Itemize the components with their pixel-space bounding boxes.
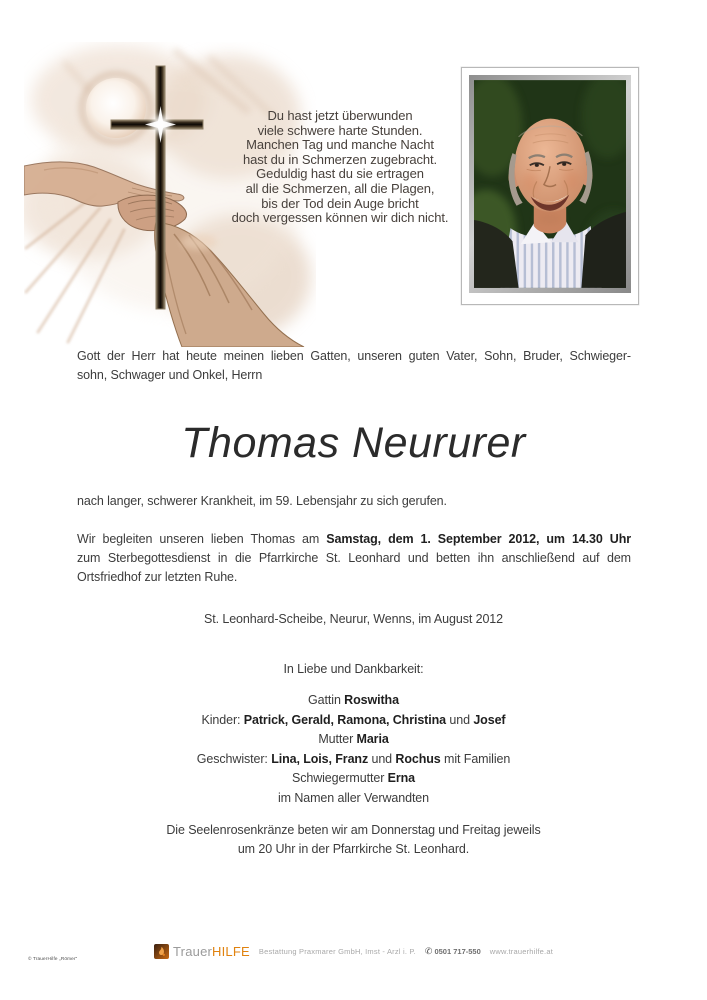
portrait-photo <box>474 80 626 288</box>
funeral-paragraph <box>77 530 631 587</box>
family-line-siblings: Geschwister: Lina, Lois, Franz und Rochus mit Familien <box>196 751 511 766</box>
intro-line-1: Gott der Herr hat heute meinen lieben Gatten, unseren guten Vater, Sohn, Bruder, Schwieger- <box>77 349 631 363</box>
footer <box>0 944 707 959</box>
death-line: nach langer, schwerer Krankheit, im 59. Lebensjahr zu sich gerufen. <box>77 494 447 508</box>
deceased-name: Thomas Neururer <box>181 419 526 467</box>
phone-icon: ✆ <box>424 946 433 956</box>
family-list <box>0 691 707 808</box>
rosary-line-1: Die Seelenrosenkränze beten wir am Donnerstag und Freitag jeweils <box>166 823 541 837</box>
footer-company: Bestattung Praxmarer GmbH, Imst - Arzl i. P. <box>258 947 416 956</box>
intro-line-2: sohn, Schwager und Onkel, Herrn <box>77 368 263 382</box>
rosary-notice <box>0 821 707 859</box>
portrait-photo-frame <box>461 67 639 305</box>
trauerhilfe-brand <box>154 944 250 959</box>
portrait-photo-bezel <box>469 75 631 293</box>
footer-phone-number: 0501 717-550 <box>434 947 481 956</box>
rosary-line-2: um 20 Uhr in der Pfarrkirche St. Leonhard. <box>237 842 470 856</box>
intro-paragraph <box>77 347 631 385</box>
family-line-wife: Gattin Roswitha <box>308 693 399 707</box>
place-date-line: St. Leonhard-Scheibe, Neurur, Wenns, im August 2012 <box>203 612 504 626</box>
funeral-line-3: Ortsfriedhof zur letzten Ruhe. <box>77 570 238 584</box>
face <box>515 119 587 212</box>
memorial-poem: Du hast jetzt überwunden viele schwere harte Stunden. Manchen Tag und manche Nacht hast du in Schmerzen zugebracht. Geduldig hast du sie ertragen all die Schmerzen, all die Plagen, bis der Tod dein Auge bricht doch vergessen können wir dich nicht. <box>231 108 449 226</box>
brand-suffix: HILFE <box>212 944 250 959</box>
family-line-relatives: im Namen aller Verwandten <box>277 790 430 805</box>
gratitude-line: In Liebe und Dankbarkeit: <box>283 662 424 676</box>
brand-prefix: Trauer <box>173 944 213 959</box>
funeral-line-2: zum Sterbegottesdienst in die Pfarrkirche St. Leonhard und betten ihn anschließend auf dem <box>77 551 631 565</box>
family-line-mother: Mutter Maria <box>318 732 389 746</box>
trauerhilfe-logo-icon <box>154 944 169 959</box>
family-line-children: Kinder: Patrick, Gerald, Ramona, Christina und Josef <box>201 712 506 727</box>
funeral-line-1: Wir begleiten unseren lieben Thomas am Samstag, dem 1. September 2012, um 14.30 Uhr <box>77 532 632 546</box>
family-line-mother-in-law: Schwiegermutter Erna <box>291 771 416 785</box>
footer-phone <box>425 946 481 957</box>
footer-website: www.trauerhilfe.at <box>489 947 553 956</box>
artwork-copyright: © TrauerHilfe „Römer“ <box>28 957 78 962</box>
